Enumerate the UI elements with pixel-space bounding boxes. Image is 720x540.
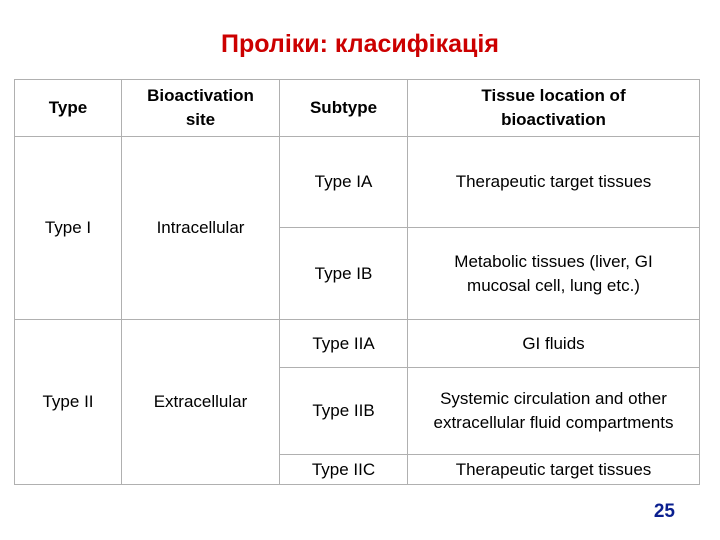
subtype-cell: Type IIC bbox=[311, 459, 376, 479]
group-site-cell: Intracellular bbox=[156, 218, 245, 237]
tissue-cell: Therapeutic target tissues bbox=[455, 172, 652, 191]
table-bottom-border bbox=[14, 484, 700, 485]
subtype-cell: Type IIA bbox=[312, 333, 375, 353]
header-subtype: Subtype bbox=[309, 98, 378, 117]
page-number: 25 bbox=[653, 501, 675, 522]
subtype-cell: Type IIB bbox=[312, 401, 375, 420]
group-type-cell: Type II bbox=[42, 392, 94, 411]
group-site-cell: Extracellular bbox=[153, 392, 248, 411]
table-right-border bbox=[699, 79, 700, 485]
group-type-cell: Type I bbox=[44, 218, 92, 237]
header-tissue-location: Tissue location of bioactivation bbox=[481, 86, 626, 129]
tissue-cell: Metabolic tissues (liver, GI mucosal cell, lung etc.) bbox=[454, 251, 653, 295]
header-type: Type bbox=[48, 98, 88, 117]
header-bioactivation-site: Bioactivation site bbox=[147, 86, 254, 129]
tissue-cell: Systemic circulation and other extracellular fluid compartments bbox=[433, 389, 674, 432]
subtype-cell: Type IB bbox=[314, 263, 373, 283]
classification-table bbox=[14, 79, 700, 485]
slide-title: Проліки: класифікація bbox=[221, 30, 499, 58]
tissue-cell: GI fluids bbox=[522, 333, 585, 353]
tissue-cell: Therapeutic target tissues bbox=[455, 459, 652, 479]
subtype-cell: Type IA bbox=[314, 172, 373, 191]
